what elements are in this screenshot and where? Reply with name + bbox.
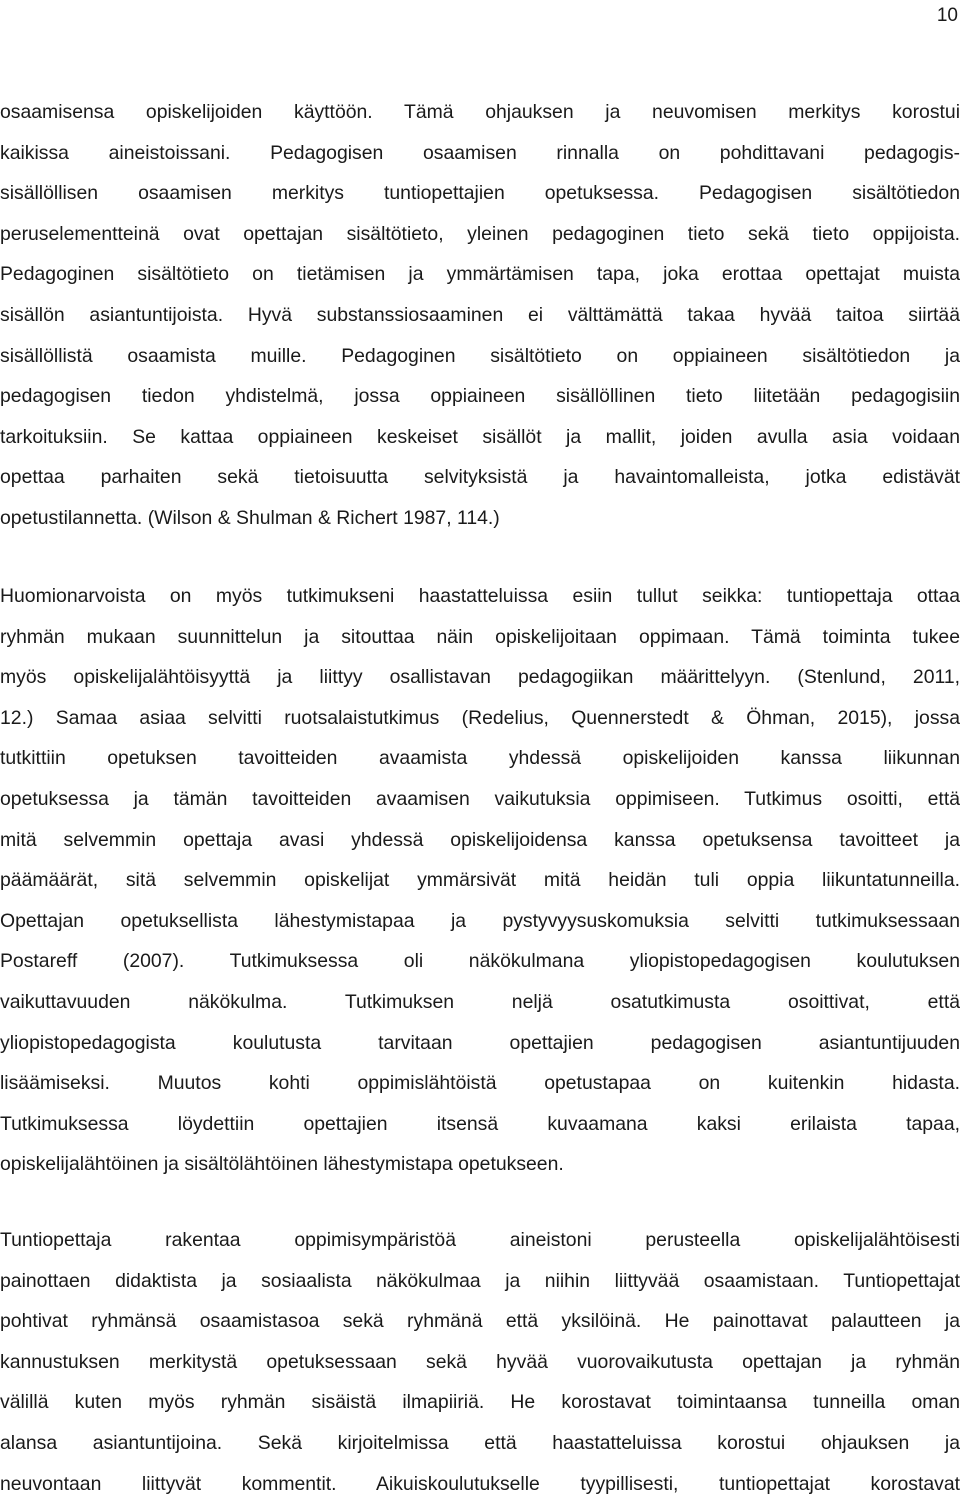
text-line: sisällön asiantuntijoista. Hyvä substanssiosaaminen ei välttämättä takaa hyvää taitoa siirtää <box>0 303 960 326</box>
page-number: 10 <box>936 5 958 26</box>
text-line: Postareff (2007). Tutkimuksessa oli näkökulmana yliopistopedagogisen koulutuksen <box>0 950 960 973</box>
text-line: pohtivat ryhmänsä osaamistasoa sekä ryhmänä että yksilöinä. He painottavat palautteen ja <box>0 1310 960 1333</box>
text-line: vaikuttavuuden näkökulma. Tutkimuksen neljä osatutkimusta osoittivat, että <box>0 990 960 1013</box>
paragraph-1 <box>0 92 960 539</box>
text-line: neuvontaan liittyvät kommentit. Aikuiskoulutukselle tyypillisesti, tuntiopettajat korostavat <box>0 1472 960 1495</box>
text-line: kannustuksen merkitystä opetuksessaan sekä hyvää vuorovaikutusta opettajan ja ryhmän <box>0 1350 960 1373</box>
text-line: tarkoituksiin. Se kattaa oppiaineen keskeiset sisällöt ja mallit, joiden avulla asia voidaan <box>0 425 960 448</box>
text-line: yliopistopedagogista koulutusta tarvitaan opettajien pedagogisen asiantuntijuuden <box>0 1031 960 1054</box>
text-line: peruselementteinä ovat opettajan sisältötieto, yleinen pedagoginen tieto sekä tieto oppijoista. <box>0 222 960 245</box>
text-line: lisäämiseksi. Muutos kohti oppimislähtöistä opetustapaa on kuitenkin hidasta. <box>0 1072 960 1095</box>
text-line: tutkittiin opetuksen tavoitteiden avaamista yhdessä opiskelijoiden kanssa liikunnan <box>0 747 960 770</box>
text-line: osaamisensa opiskelijoiden käyttöön. Tämä ohjauksen ja neuvomisen merkitys korostui <box>0 101 960 123</box>
text-line: opetustilannetta. (Wilson & Shulman & Richert 1987, 114.) <box>0 506 500 529</box>
text-line: kaikissa aineistoissani. Pedagogisen osaamisen rinnalla on pohdittavani pedagogis- <box>0 141 960 164</box>
text-line: ryhmän mukaan suunnittelun ja sitouttaa näin opiskelijoitaan oppimaan. Tämä toiminta tukee <box>0 625 960 648</box>
text-line: Opettajan opetuksellista lähestymistapaa ja pystyvyysuskomuksia selvitti tutkimuksessaan <box>0 909 960 932</box>
text-line: painottaen didaktista ja sosiaalista näkökulmaa ja niihin liittyvää osaamistaan. Tuntiopettajat <box>0 1269 960 1292</box>
text-line: sisällöllisen osaamisen merkitys tuntiopettajien opetuksessa. Pedagogisen sisältötiedon <box>0 182 960 205</box>
text-line: Tuntiopettaja rakentaa oppimisympäristöä aineistoni perusteella opiskelijalähtöisesti <box>0 1229 960 1251</box>
text-line: alansa asiantuntijoina. Sekä kirjoitelmissa että haastatteluissa korostui ohjauksen ja <box>0 1431 960 1454</box>
text-line: pedagogisen tiedon yhdistelmä, jossa oppiaineen sisällöllinen tieto liitetään pedagogisiin <box>0 385 960 408</box>
text-line: opettaa parhaiten sekä tietoisuutta selvityksistä ja havaintomalleista, jotka edistävät <box>0 466 960 489</box>
text-line: Huomionarvoista on myös tutkimukseni haastatteluissa esiin tullut seikka: tuntiopettaja ottaa <box>0 585 960 607</box>
text-line: välillä kuten myös ryhmän sisäistä ilmapiiriä. He korostavat toimintaansa tunneilla oman <box>0 1391 960 1414</box>
text-line: opetuksessa ja tämän tavoitteiden avaamisen vaikutuksia oppimiseen. Tutkimus osoitti, että <box>0 787 960 810</box>
text-line: Tutkimuksessa löydettiin opettajien itsensä kuvaamana kaksi erilaista tapaa, <box>0 1112 960 1135</box>
paragraph-2 <box>0 576 960 1185</box>
paragraph-3 <box>0 1220 960 1504</box>
text-line: myös opiskelijalähtöisyyttä ja liittyy osallistavan pedagogiikan määrittelyyn. (Stenlund, 2011, <box>0 666 960 689</box>
text-line: Pedagoginen sisältötieto on tietämisen ja ymmärtämisen tapa, joka erottaa opettajat muista <box>0 263 960 286</box>
text-line: sisällöllistä osaamista muille. Pedagoginen sisältötieto on oppiaineen sisältötiedon ja <box>0 344 960 367</box>
text-line: mitä selvemmin opettaja avasi yhdessä opiskelijoidensa kanssa opetuksensa tavoitteet ja <box>0 828 960 851</box>
text-line: 12.) Samaa asiaa selvitti ruotsalaistutkimus (Redelius, Quennerstedt & Öhman, 2015), jossa <box>0 706 960 729</box>
text-line: opiskelijalähtöinen ja sisältölähtöinen lähestymistapa opetukseen. <box>0 1153 564 1176</box>
text-line: päämäärät, sitä selvemmin opiskelijat ymmärsivät mitä heidän tuli oppia liikuntatunneilla. <box>0 869 960 892</box>
